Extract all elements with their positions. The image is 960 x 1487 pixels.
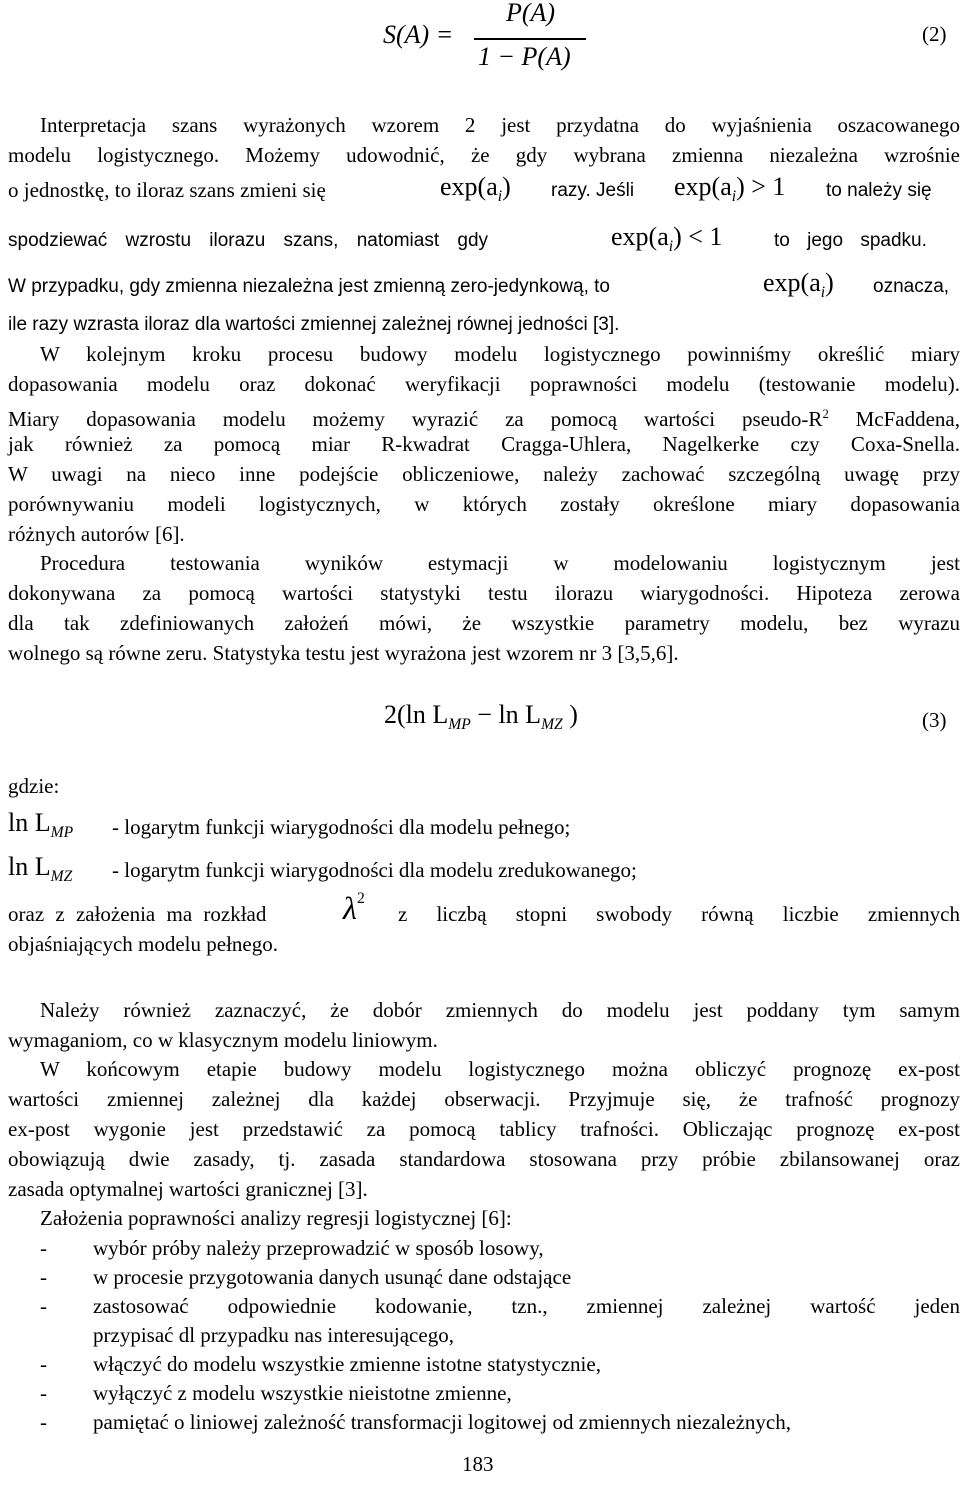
text-line: W uwagi na nieco inne podejście obliczeniowe, należy zachować szczególną uwagę przy xyxy=(8,462,960,486)
text-line: różnych autorów [6]. xyxy=(8,522,185,546)
text-line: objaśniających modelu pełnego. xyxy=(8,932,278,956)
math-expr: exp(a xyxy=(763,268,821,297)
text-line: W końcowym etapie budowy modelu logistycznego można obliczyć prognozę ex-post xyxy=(40,1057,960,1081)
text-line: ex-post wygonie jest przedstawić za pomocą tablicy trafności. Obliczając prognozę ex-post xyxy=(8,1117,960,1141)
equation-3-expression xyxy=(384,700,578,734)
math-expr: − ln L xyxy=(470,700,542,729)
list-heading: Założenia poprawności analizy regresji logistycznej [6]: xyxy=(40,1206,512,1230)
text-line: dopasowania modelu oraz dokonać weryfikacji poprawności modelu (testowanie modelu). xyxy=(8,372,960,396)
text-line: spodziewać wzrostu ilorazu szans, natomiast gdy xyxy=(8,230,489,251)
math-subscript: MZ xyxy=(50,868,73,886)
text-line: W kolejnym kroku procesu budowy modelu logistycznego powinniśmy określić miary xyxy=(40,342,960,366)
definitions-intro: gdzie: xyxy=(8,774,60,798)
math-exp-ai-greater xyxy=(674,172,785,206)
math-expr: 2(ln L xyxy=(384,700,449,729)
list-item: wybór próby należy przeprowadzić w sposób losowy, xyxy=(93,1236,544,1260)
text-line: porównywaniu modeli logistycznych, w których zostały określone miary dopasowania xyxy=(8,492,960,516)
text-line: dla tak zdefiniowanych założeń mówi, że wszystkie parametry modelu, bez wyrazu xyxy=(8,611,960,635)
text-line: wartości zmiennej zależnej dla każdej obserwacji. Przyjmuje się, że trafność prognozy xyxy=(8,1087,960,1111)
definition-text: - logarytm funkcji wiarygodności dla modelu pełnego; xyxy=(112,815,571,839)
list-item: pamiętać o liniowej zależność transformacji logitowej od zmiennych niezależnych, xyxy=(93,1410,791,1434)
text-line: zasada optymalnej wartości granicznej [3]. xyxy=(8,1177,368,1201)
list-item: zastosować odpowiednie kodowanie, tzn., zmiennej zależnej wartość jeden xyxy=(93,1294,960,1318)
list-bullet: - xyxy=(40,1265,47,1289)
text-line: dokonywana za pomocą wartości statystyki testu ilorazu wiarygodności. Hipoteza zerowa xyxy=(8,581,960,605)
list-item: wyłączyć z modelu wszystkie nieistotne zmienne, xyxy=(93,1381,512,1405)
math-expr: exp(a xyxy=(674,172,732,201)
text-line: Procedura testowania wyników estymacji w modelowaniu logistycznym jest xyxy=(40,551,960,575)
superscript: 2 xyxy=(356,890,365,907)
math-subscript: i xyxy=(820,284,826,302)
text-segment: McFaddena, xyxy=(828,407,960,431)
list-bullet: - xyxy=(40,1410,47,1434)
text-segment: oznacza, xyxy=(873,276,950,297)
equation-2-number: (2) xyxy=(922,22,947,46)
lambda-symbol xyxy=(343,890,365,927)
math-expr: λ xyxy=(343,890,357,926)
math-expr: ) xyxy=(562,700,578,729)
text-segment: to należy się xyxy=(826,180,932,201)
text-segment: z liczbą stopni swobody równą liczbie zmiennych xyxy=(398,902,960,926)
math-subscript: MP xyxy=(50,824,74,842)
equation-2-numerator: P(A) xyxy=(506,0,556,27)
equation-2-denominator: 1 − P(A) xyxy=(478,42,571,71)
text-line: wolnego są równe zeru. Statystyka testu jest wyrażona jest wzorem nr 3 [3,5,6]. xyxy=(8,641,679,665)
text-segment: to jego spadku. xyxy=(774,230,927,251)
math-subscript: i xyxy=(497,188,503,206)
text-line: obowiązują dwie zasady, tj. zasada standardowa stosowana przy próbie zbilansowanej oraz xyxy=(8,1147,960,1171)
list-bullet: - xyxy=(40,1236,47,1260)
math-expr: ) > 1 xyxy=(736,172,786,201)
equation-2-lhs: S(A) = xyxy=(383,20,454,49)
list-item: włączyć do modelu wszystkie zmienne istotne statystycznie, xyxy=(93,1352,601,1376)
text-line: o jednostkę, to iloraz szans zmieni się xyxy=(8,178,326,202)
text-line: jak również za pomocą miar R-kwadrat Cragga-Uhlera, Nagelkerke czy Coxa-Snella. xyxy=(8,432,960,456)
math-exp-ai xyxy=(763,268,834,302)
math-subscript: i xyxy=(731,188,737,206)
math-ln-lmz xyxy=(8,852,72,886)
math-exp-ai xyxy=(440,172,511,206)
math-subscript: MP xyxy=(448,716,471,734)
text-line: Należy również zaznaczyć, że dobór zmiennych do modelu jest poddany tym samym xyxy=(40,998,960,1022)
text-segment: Miary dopasowania modelu możemy wyrazić za pomocą wartości pseudo-R xyxy=(8,407,823,431)
text-segment: razy. Jeśli xyxy=(551,180,635,201)
math-expr: ln L xyxy=(8,852,51,881)
math-exp-ai-less xyxy=(611,222,722,256)
math-expr: ) xyxy=(502,172,511,201)
definition-text: - logarytm funkcji wiarygodności dla modelu zredukowanego; xyxy=(112,858,637,882)
text-line: ile razy wzrasta iloraz dla wartości zmiennej zależnej równej jedności [3]. xyxy=(8,314,620,335)
text-segment: oraz z założenia ma rozkład xyxy=(8,902,267,926)
text-line: Interpretacja szans wyrażonych wzorem 2 jest przydatna do wyjaśnienia oszacowanego xyxy=(40,113,960,137)
math-expr: ln L xyxy=(8,808,51,837)
list-item: w procesie przygotowania danych usunąć dane odstające xyxy=(93,1265,572,1289)
math-subscript: MZ xyxy=(541,716,563,734)
superscript: 2 xyxy=(822,407,829,421)
list-bullet: - xyxy=(40,1381,47,1405)
math-ln-lmp xyxy=(8,808,73,842)
math-expr: exp(a xyxy=(611,222,669,251)
page-number: 183 xyxy=(462,1452,494,1476)
math-expr: ) xyxy=(825,268,834,297)
math-expr: exp(a xyxy=(440,172,498,201)
fraction-bar xyxy=(474,38,586,40)
text-line: wymaganiom, co w klasycznym modelu liniowym. xyxy=(8,1028,438,1052)
list-bullet: - xyxy=(40,1352,47,1376)
math-expr: ) < 1 xyxy=(673,222,723,251)
list-item-continuation: przypisać dl przypadku nas interesującego, xyxy=(93,1323,454,1347)
equation-3-number: (3) xyxy=(922,708,947,732)
math-subscript: i xyxy=(668,238,674,256)
text-line: W przypadku, gdy zmienna niezależna jest zmienną zero-jedynkową, to xyxy=(8,276,610,297)
list-bullet: - xyxy=(40,1294,47,1318)
text-line: modelu logistycznego. Możemy udowodnić, że gdy wybrana zmienna niezależna wzrośnie xyxy=(8,143,960,167)
